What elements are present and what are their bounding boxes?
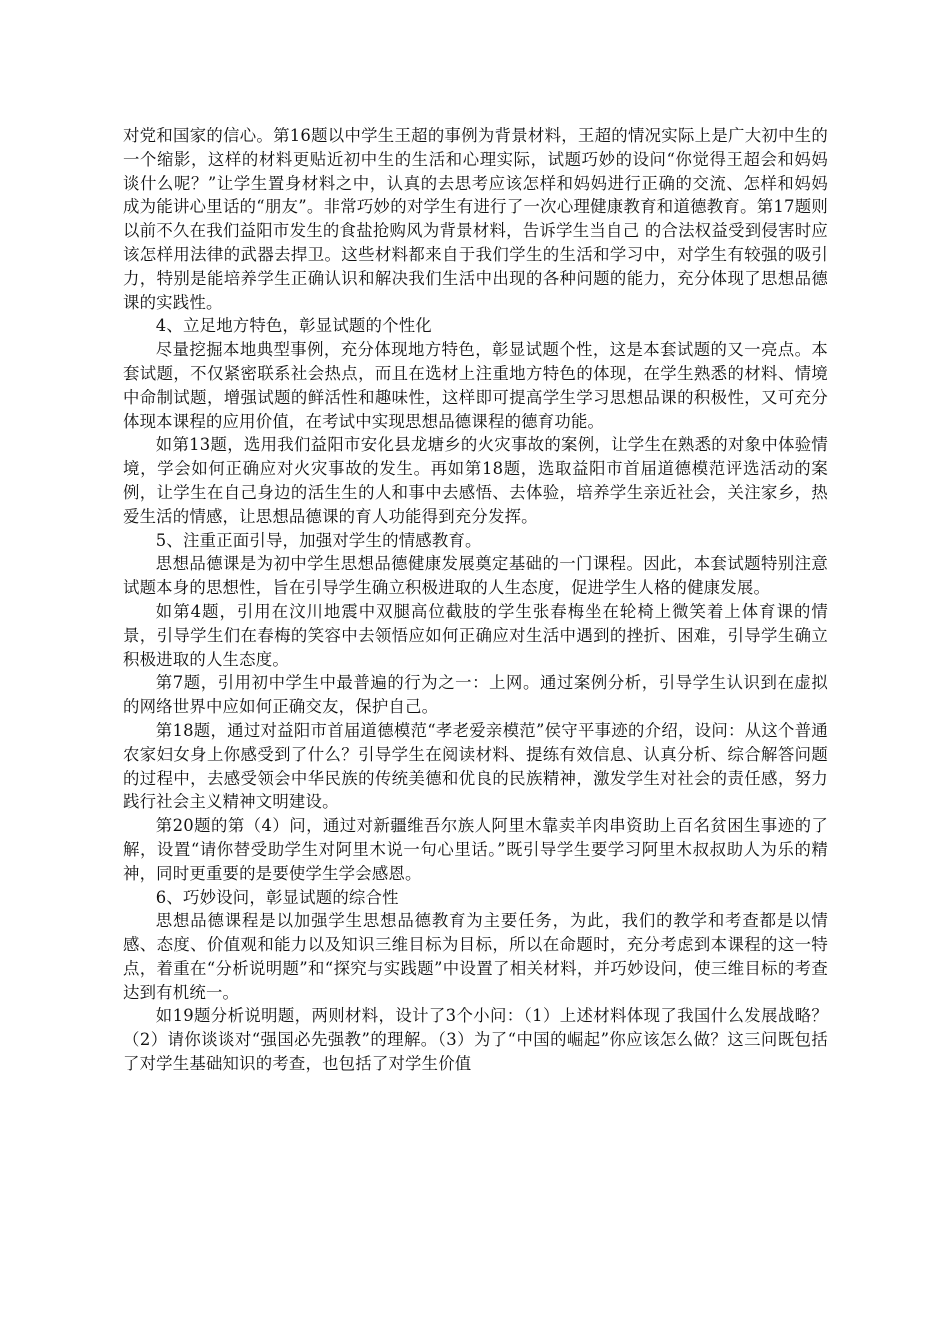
section-heading-6: 6、巧妙设问，彰显试题的综合性 [155, 887, 399, 907]
paragraph: 如第4题，引用在汶川地震中双腿高位截肢的学生张春梅坐在轮椅上微笑着上体育课的情景，引导学生们在春梅的笑容中去领悟应如何正确应对生活中遇到的挫折、困难，引导学生确立积极进取的人生态度。 [123, 601, 828, 669]
document-page [123, 124, 828, 1076]
paragraph: 第18题，通过对益阳市首届道德模范“孝老爱亲模范”侯守平事迹的介绍，设问：从这个普通农家妇女身上你感受到了什么？引导学生在阅读材料、提练有效信息、认真分析、综合解答问题的过程中，去感受领会中华民族的传统美德和优良的民族精神，激发学生对社会的责任感，努力践行社会主义精神文明建设。 [123, 720, 828, 812]
paragraph: 如19题分析说明题，两则材料，设计了3个小问：（1）上述材料体现了我国什么发展战略？（2）请你谈谈对“强国必先强教”的理解。（3）为了“中国的崛起”你应该怎么做？这三问既包括了对学生基础知识的考查，也包括了对学生价值 [123, 1006, 828, 1074]
section-heading-5: 5、注重正面引导，加强对学生的情感教育。 [155, 530, 482, 550]
paragraph: 如第13题，选用我们益阳市安化县龙塘乡的火灾事故的案例，让学生在熟悉的对象中体验情境，学会如何正确应对火灾事故的发生。再如第18题，选取益阳市首届道德模范评选活动的案例，让学生在自己身边的活生生的人和事中去感悟、去体验，培养学生亲近社会，关注家乡，热爱生活的情感，让思想品德课的育人功能得到充分发挥。 [123, 435, 828, 526]
paragraph: 第20题的第（4）问，通过对新疆维吾尔族人阿里木靠卖羊肉串资助上百名贫困生事迹的了解，设置“请你替受助学生对阿里木说一句心里话。”既引导学生要学习阿里木叔叔助人为乐的精神，同时更重要的是要使学生学会感恩。 [123, 816, 828, 883]
paragraph: 思想品德课程是以加强学生思想品德教育为主要任务，为此，我们的教学和考查都是以情感、态度、价值观和能力以及知识三维目标为目标，所以在命题时，充分考虑到本课程的这一特点，着重在“分析说明题”和“探究与实践题”中设置了相关材料，并巧妙设问，使三维目标的考查达到有机统一。 [123, 911, 828, 1002]
paragraph-continuation: 对党和国家的信心。第16题以中学生王超的事例为背景材料，王超的情况实际上是广大初中生的一个缩影，这样的材料更贴近初中生的生活和心理实际，试题巧妙的设问“你觉得王超会和妈妈谈什么呢？”让学生置身材料之中，认真的去思考应该怎样和妈妈进行正确的交流、怎样和妈妈成为能讲心里话的“朋友”。非常巧妙的对学生有进行了一次心理健康教育和道德教育。第17题则以前不久在我们益阳市发生的食盐抢购风为背景材料，告诉学生当自己 的合法权益受到侵害时应该怎样用法律的武器去捍卫。这些材料都来自于我们学生的生活和学习中，对学生有较强的吸引力，特别是能培养学生正确认识和解决我们生活中出现的各种问题的能力，充分体现了思想品德课的实践性。 [123, 126, 828, 312]
paragraph: 思想品德课是为初中学生思想品德健康发展奠定基础的一门课程。因此，本套试题特别注意试题本身的思想性，旨在引导学生确立积极进取的人生态度，促进学生人格的健康发展。 [123, 554, 828, 598]
paragraph: 尽量挖掘本地典型事例，充分体现地方特色，彰显试题个性，这是本套试题的又一亮点。本套试题，不仅紧密联系社会热点，而且在选材上注重地方特色的体现，在学生熟悉的材料、情境中命制试题，增强试题的鲜活性和趣味性，这样即可提高学生学习思想品课的积极性，又可充分体现本课程的应用价值，在考试中实现思想品德课程的德育功能。 [123, 340, 828, 431]
paragraph: 第7题，引用初中学生中最普遍的行为之一：上网。通过案例分析，引导学生认识到在虚拟的网络世界中应如何正确交友，保护自己。 [123, 673, 828, 717]
section-heading-4: 4、立足地方特色，彰显试题的个性化 [155, 316, 432, 336]
